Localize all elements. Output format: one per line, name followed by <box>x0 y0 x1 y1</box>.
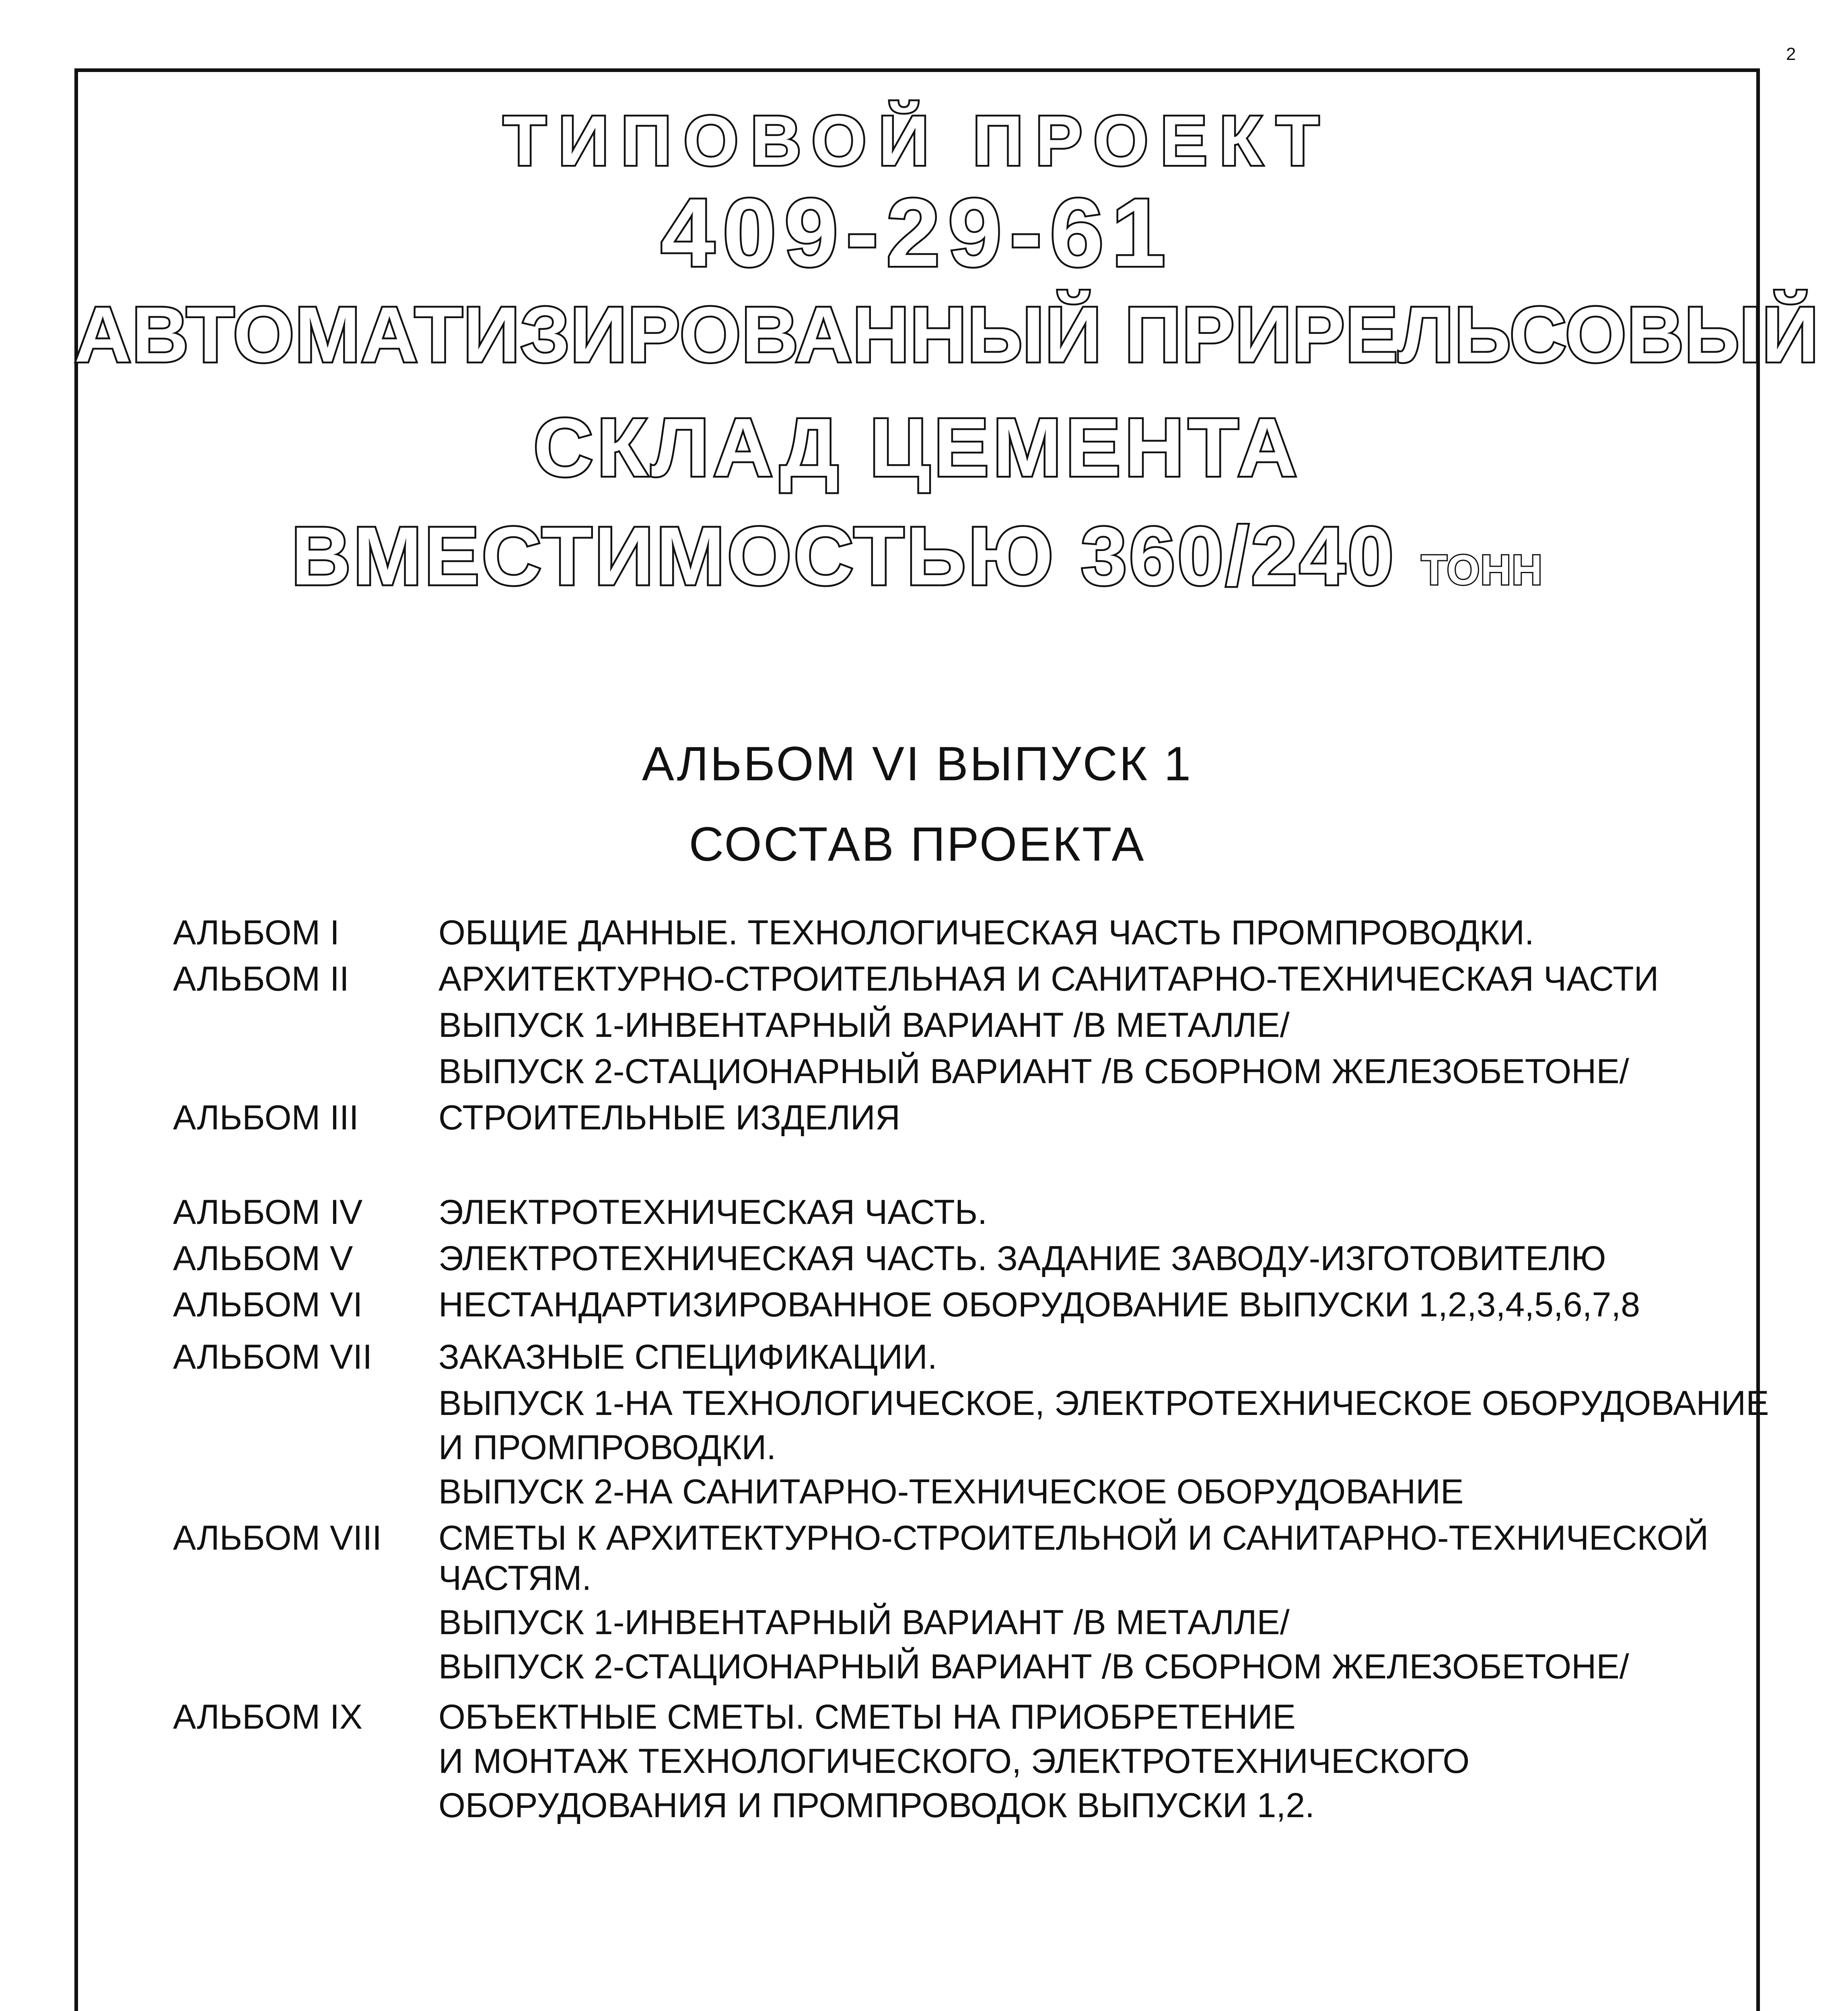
project-title-line1: АВТОМАТИЗИРОВАННЫЙ ПРИРЕЛЬСОВЫЙ <box>74 291 1819 378</box>
album-description: СТРОИТЕЛЬНЫЕ ИЗДЕЛИЯ <box>438 1098 900 1137</box>
album-subline: ОБОРУДОВАНИЯ И ПРОМПРОВОДОК ВЫПУСКИ 1,2. <box>438 1786 1315 1825</box>
album-name: АЛЬБОМ IV <box>173 1193 363 1232</box>
album-name: АЛЬБОМ III <box>173 1098 359 1137</box>
album-name: АЛЬБОМ VII <box>173 1338 372 1376</box>
document-type-heading: ТИПОВОЙ ПРОЕКТ <box>503 102 1331 180</box>
album-name: АЛЬБОМ V <box>173 1239 353 1278</box>
album-subline: ВЫПУСК 1-ИНВЕНТАРНЫЙ ВАРИАНТ /В МЕТАЛЛЕ/ <box>438 1006 1290 1045</box>
album-name: АЛЬБОМ IX <box>173 1698 363 1736</box>
album-subline: ЧАСТЯМ. <box>438 1559 592 1598</box>
album-description: НЕСТАНДАРТИЗИРОВАННОЕ ОБОРУДОВАНИЕ ВЫПУСКИ 1,2,3,4,5,6,7,8 <box>438 1285 1640 1324</box>
project-title-line2: СКЛАД ЦЕМЕНТА <box>533 401 1301 493</box>
capacity-label: ВМЕСТИМОСТЬЮ 360/240 <box>291 510 1396 602</box>
album-issue-heading: АЛЬБОМ VI ВЫПУСК 1 <box>642 737 1193 791</box>
album-name: АЛЬБОМ VIII <box>173 1519 382 1557</box>
album-name: АЛЬБОМ VI <box>173 1285 363 1324</box>
album-name: АЛЬБОМ II <box>173 960 349 998</box>
album-description: ЭЛЕКТРОТЕХНИЧЕСКАЯ ЧАСТЬ. ЗАДАНИЕ ЗАВОДУ-ИЗГОТОВИТЕЛЮ <box>438 1239 1606 1278</box>
capacity-heading <box>74 509 1760 604</box>
album-subline: ВЫПУСК 1-НА ТЕХНОЛОГИЧЕСКОЕ, ЭЛЕКТРОТЕХНИЧЕСКОЕ ОБОРУДОВАНИЕ <box>438 1384 1769 1423</box>
project-number: 409-29-61 <box>661 179 1174 286</box>
album-name: АЛЬБОМ I <box>173 913 340 952</box>
album-subline: И ПРОМПРОВОДКИ. <box>438 1428 776 1467</box>
album-subline: ВЫПУСК 2-СТАЦИОНАРНЫЙ ВАРИАНТ /В СБОРНОМ ЖЕЛЕЗОБЕТОНЕ/ <box>438 1647 1629 1686</box>
album-subline: ВЫПУСК 2-НА САНИТАРНО-ТЕХНИЧЕСКОЕ ОБОРУДОВАНИЕ <box>438 1472 1464 1511</box>
album-description: СМЕТЫ К АРХИТЕКТУРНО-СТРОИТЕЛЬНОЙ И САНИТАРНО-ТЕХНИЧЕСКОЙ <box>438 1519 1709 1557</box>
album-subline: ВЫПУСК 2-СТАЦИОНАРНЫЙ ВАРИАНТ /В СБОРНОМ ЖЕЛЕЗОБЕТОНЕ/ <box>438 1052 1629 1091</box>
album-description: АРХИТЕКТУРНО-СТРОИТЕЛЬНАЯ И САНИТАРНО-ТЕХНИЧЕСКАЯ ЧАСТИ <box>438 960 1659 998</box>
sheet-number: 2 <box>1786 44 1796 64</box>
album-description: ОБЪЕКТНЫЕ СМЕТЫ. СМЕТЫ НА ПРИОБРЕТЕНИЕ <box>438 1698 1296 1736</box>
album-description: ОБЩИЕ ДАННЫЕ. ТЕХНОЛОГИЧЕСКАЯ ЧАСТЬ ПРОМПРОВОДКИ. <box>438 913 1534 952</box>
capacity-unit: ТОНН <box>1421 547 1543 594</box>
album-description: ЗАКАЗНЫЕ СПЕЦИФИКАЦИИ. <box>438 1338 937 1376</box>
album-subline: ВЫПУСК 1-ИНВЕНТАРНЫЙ ВАРИАНТ /В МЕТАЛЛЕ/ <box>438 1603 1290 1642</box>
album-description: ЭЛЕКТРОТЕХНИЧЕСКАЯ ЧАСТЬ. <box>438 1193 988 1232</box>
composition-title: СОСТАВ ПРОЕКТА <box>689 817 1146 871</box>
album-subline: И МОНТАЖ ТЕХНОЛОГИЧЕСКОГО, ЭЛЕКТРОТЕХНИЧЕСКОГО <box>438 1742 1470 1781</box>
